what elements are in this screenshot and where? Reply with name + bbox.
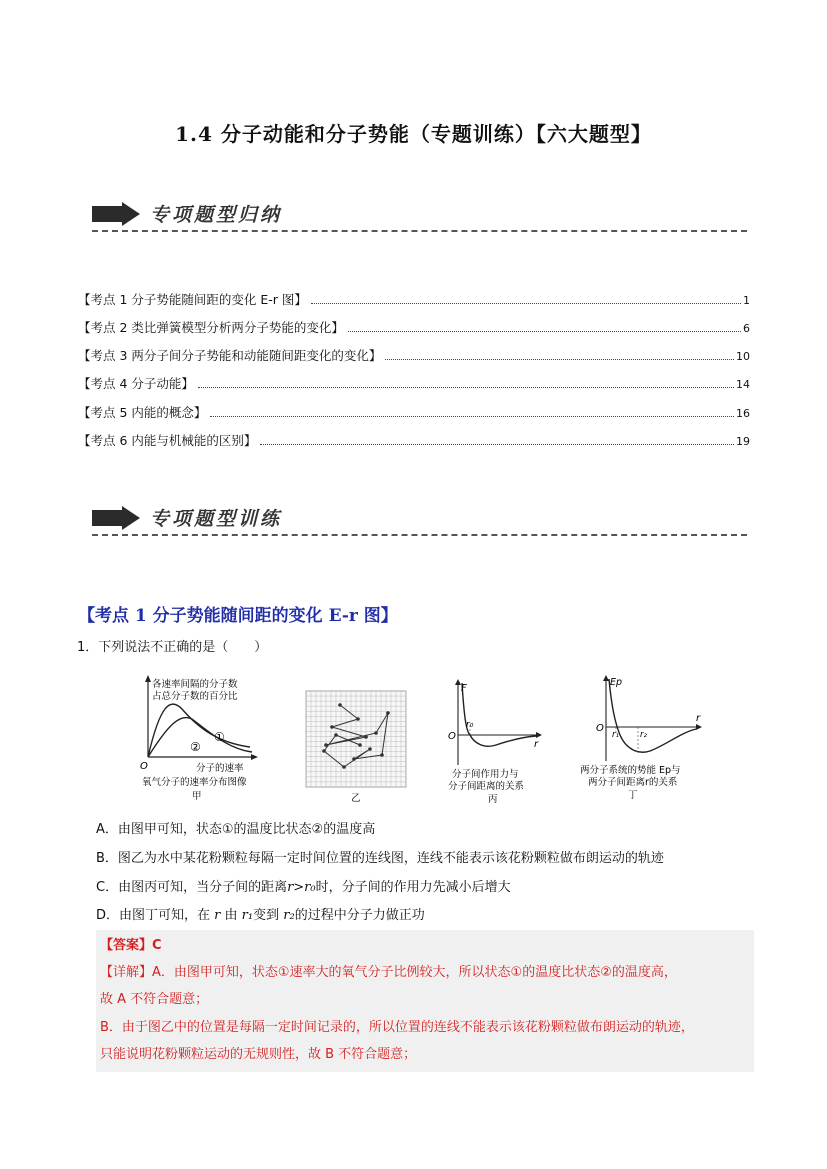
ding-name: 丁: [628, 790, 638, 801]
toc-item[interactable]: [78, 290, 750, 310]
bing-axis-y: F: [461, 683, 467, 694]
jia-curve-2: ②: [190, 740, 201, 754]
option-c-text-2: 时，分子间的作用力先减小后增大: [315, 880, 511, 895]
option-d-r2: r₂: [283, 908, 295, 923]
ding-caption-1: 两分子系统的势能 Ep与: [580, 765, 681, 776]
arrow-icon: [92, 202, 142, 226]
detail-line: B．由于图乙中的位置是每隔一定时间记录的，所以位置的连线不能表示该花粉颗粒做布朗运动的轨迹，: [100, 1020, 694, 1035]
banner-summary-text: 专项题型归纳: [150, 204, 283, 226]
bing-origin: O: [448, 731, 456, 742]
banner-summary: [92, 198, 747, 238]
toc-item[interactable]: [78, 346, 750, 366]
jia-origin: O: [140, 761, 148, 772]
toc-item[interactable]: [78, 374, 750, 394]
toc-item[interactable]: [78, 403, 750, 423]
banner-divider: [92, 230, 747, 232]
bing-r0: r₀: [466, 720, 474, 730]
question-stem: 1．下列说法不正确的是（ ）: [77, 640, 268, 655]
yi-name: 乙: [351, 793, 361, 804]
bing-caption-2: 分子间距离的关系: [448, 781, 525, 792]
banner-divider: [92, 534, 747, 536]
ding-axis-y: Ep: [610, 677, 623, 688]
answer-line: 【答案】C: [100, 938, 162, 953]
toc-item-label: 【考点 1 分子势能随间距的变化 E-r 图】: [78, 292, 307, 307]
bing-caption-1: 分子间作用力与: [452, 769, 519, 780]
bing-axis-x: r: [534, 739, 539, 750]
option-d-r1: r₁: [241, 908, 254, 923]
figure-yi: [304, 675, 410, 814]
toc-item-label: 【考点 3 两分子间分子势能和动能随间距变化的变化】: [78, 348, 382, 363]
jia-caption: 氧气分子的速率分布图像: [142, 777, 247, 788]
toc-item-page: 6: [743, 322, 750, 335]
toc-item-page: 14: [736, 378, 750, 391]
option-a[interactable]: A．由图甲可知，状态①的温度比状态②的温度高: [96, 822, 376, 837]
option-d-text-3: 变到: [253, 908, 280, 923]
option-c-variable: r>r₀: [287, 880, 316, 895]
ding-r1: r₁: [612, 730, 619, 740]
banner-training-text: 专项题型训练: [150, 508, 283, 530]
figure-ding: [576, 675, 716, 814]
ding-origin: O: [596, 723, 604, 734]
toc-item[interactable]: [78, 318, 750, 338]
bing-name: 丙: [488, 794, 498, 805]
toc-item[interactable]: [78, 431, 750, 451]
jia-name: 甲: [192, 791, 202, 802]
option-d-text-2: 由: [224, 908, 238, 923]
toc-item-page: 1: [743, 294, 750, 307]
option-d-text-4: 的过程中分子力做正功: [294, 908, 425, 923]
option-c-text-1: C．由图丙可知，当分子间的距离: [96, 880, 288, 895]
option-d-r: r: [214, 908, 221, 923]
jia-curve-1: ①: [214, 730, 225, 744]
detail-line: 故 A 不符合题意；: [100, 992, 209, 1007]
option-d-text-1: D．由图丁可知，在: [96, 908, 211, 923]
option-c[interactable]: [96, 876, 511, 895]
ding-caption-2: 两分子间距离r的关系: [588, 777, 678, 788]
toc-item-label: 【考点 6 内能与机械能的区别】: [78, 433, 257, 448]
option-d[interactable]: [96, 904, 425, 923]
answer-box: [96, 930, 754, 1072]
jia-xlabel: 分子的速率: [196, 763, 244, 774]
option-b[interactable]: B．图乙为水中某花粉颗粒每隔一定时间位置的连线图，连线不能表示该花粉颗粒做布朗运动的轨迹: [96, 851, 664, 866]
figure-bing: [444, 675, 544, 814]
ding-axis-x: r: [696, 713, 701, 724]
ding-r2: r₂: [640, 730, 647, 740]
banner-training: [92, 502, 747, 542]
toc-item-page: 16: [736, 407, 750, 420]
document-title: 1.4 分子动能和分子势能（专题训练）【六大题型】: [175, 122, 652, 146]
detail-line: 【详解】A．由图甲可知，状态①速率大的氧气分子比例较大，所以状态①的温度比状态②的温度高，: [100, 965, 677, 980]
arrow-icon: [92, 506, 142, 530]
toc-item-label: 【考点 4 分子动能】: [78, 376, 194, 391]
toc-item-label: 【考点 5 内能的概念】: [78, 405, 207, 420]
jia-ylabel-1: 各速率间隔的分子数: [152, 679, 238, 690]
toc-item-page: 19: [736, 435, 750, 448]
detail-line: 只能说明花粉颗粒运动的无规则性，故 B 不符合题意；: [100, 1047, 417, 1062]
section-heading: 【考点 1 分子势能随间距的变化 E-r 图】: [78, 606, 398, 626]
jia-ylabel-2: 占总分子数的百分比: [152, 691, 238, 702]
toc-item-label: 【考点 2 类比弹簧模型分析两分子势能的变化】: [78, 320, 344, 335]
toc-item-page: 10: [736, 350, 750, 363]
figure-jia: [140, 675, 260, 814]
